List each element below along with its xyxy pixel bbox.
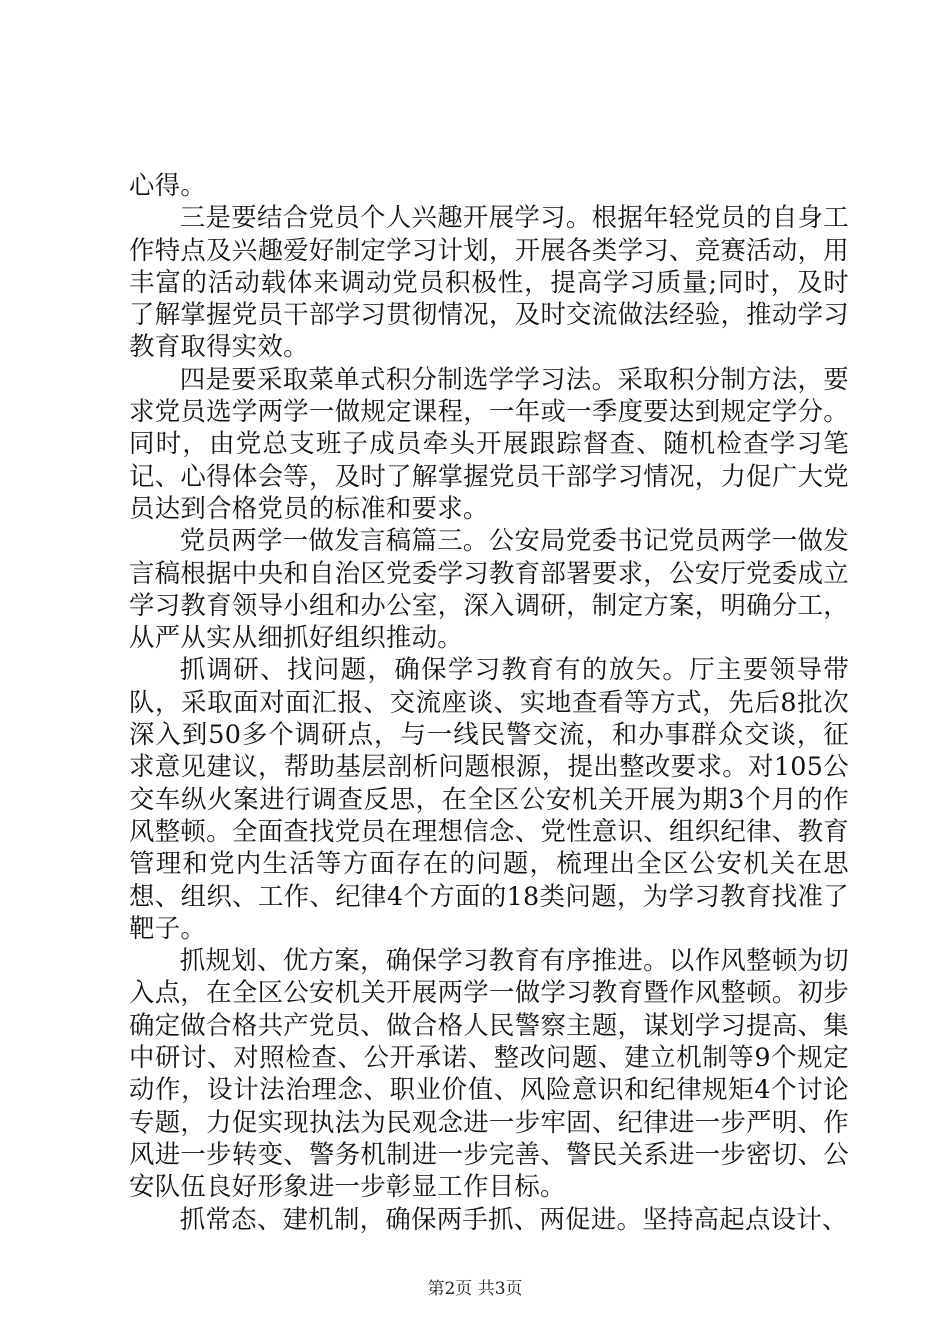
paragraph: 四是要采取菜单式积分制选学学习法。采取积分制方法，要求党员选学两学一做规定课程，一年或一季度要达到规定学分。同时，由党总支班子成员牵头开展跟踪督查、随机检查学习笔记、心得体会等，及时了解掌握党员干部学习情况，力促广大党员达到合格党员的标准和要求。 (129, 363, 849, 523)
paragraph: 抓常态、建机制，确保两手抓、两促进。坚持高起点设计、 (179, 1203, 848, 1234)
document-body (129, 169, 849, 1235)
paragraph: 三是要结合党员个人兴趣开展学习。根据年轻党员的自身工作特点及兴趣爱好制定学习计划，开展各类学习、竞赛活动，用丰富的活动载体来调动党员积极性，提高学习质量;同时，及时了解掌握党员干部学习贯彻情况，及时交流做法经验，推动学习教育取得实效。 (129, 202, 849, 362)
paragraph: 抓规划、优方案，确保学习教育有序推进。以作风整顿为切入点，在全区公安机关开展两学一做学习教育暨作风整顿。初步确定做合格共产党员、做合格人民警察主题，谋划学习提高、集中研讨、对照检查、公开承诺、整改问题、建立机制等9个规定动作，设计法治理念、职业价值、风险意识和纪律规矩4个讨论专题，力促实现执法为民观念进一步牢固、纪律进一步严明、作风进一步转变、警务机制进一步完善、警民关系进一步密切、公安队伍良好形象进一步彰显工作目标。 (129, 945, 849, 1202)
paragraph: 抓调研、找问题，确保学习教育有的放矢。厅主要领导带队，采取面对面汇报、交流座谈、实地查看等方式，先后8批次深入到50多个调研点，与一线民警交流，和办事群众交谈，征求意见建议，帮助基层剖析问题根源，提出整改要求。对105公交车纵火案进行调查反思，在全区公安机关开展为期3个月的作风整顿。全面查找党员在理想信念、党性意识、组织纪律、教育管理和党内生活等方面存在的问题，梳理出全区公安机关在思想、组织、工作、纪律4个方面的18类问题，为学习教育找准了靶子。 (129, 654, 849, 943)
paragraph: 党员两学一做发言稿篇三。公安局党委书记党员两学一做发言稿根据中央和自治区党委学习教育部署要求，公安厅党委成立学习教育领导小组和办公室，深入调研，制定方案，明确分工，从严从实从细抓好组织推动。 (129, 525, 849, 653)
paragraph: 心得。 (129, 170, 207, 200)
page-footer: 第2页 共3页 (427, 1279, 523, 1299)
